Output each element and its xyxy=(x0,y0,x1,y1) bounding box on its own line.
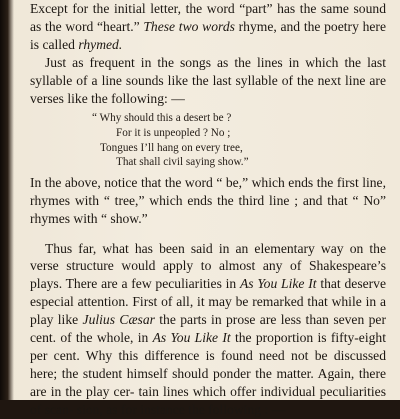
text-line: cent. of the whole, in xyxy=(30,330,153,346)
text-line: Thus far, what has been said in an elementary way xyxy=(45,240,344,256)
text-line: rhyme, and the poetry here is called xyxy=(30,18,386,52)
text-line: tain lines which offer individual peculiarities of scan- xyxy=(30,383,387,417)
page-gutter-shadow xyxy=(0,0,14,400)
text-line: third line ; and that “ No” rhymes with “ show.” xyxy=(30,192,386,226)
text-line: In the above, notice that the word “ be,” which ends xyxy=(30,174,314,190)
title-julius-caesar: Julius Cæsar xyxy=(82,312,155,328)
text-line: fifty-eight per cent. Why this difference is found need xyxy=(30,330,386,363)
text-line: the proportion is xyxy=(230,330,327,346)
verse-line: That shall civil saying show.” xyxy=(116,156,249,169)
text-line: not be discussed here; the student himself should xyxy=(30,347,386,381)
text-line: the last syllable of a line sounds like the last syllable xyxy=(30,54,386,88)
text-line: Just as frequent in the songs as the lines in which xyxy=(45,54,339,70)
text-line: of all, it may be remarked that while in a play like xyxy=(30,294,386,328)
text-line: sion, as for instance the following : — xyxy=(76,401,286,417)
paragraph-verse-intro xyxy=(30,54,386,108)
text-line: the first line, rhymes with “ tree,” which ends the xyxy=(30,174,386,208)
text-line: ponder the matter. Again, there are in the play cer- xyxy=(30,365,387,399)
quoted-verse xyxy=(30,111,386,169)
text-line: same sound as the word “heart.” xyxy=(30,1,386,34)
text-line: Except for the initial letter, the word “part” has the xyxy=(30,1,317,16)
verse-line: “ Why should this a desert be ? xyxy=(92,112,232,125)
page-text xyxy=(30,0,386,419)
text-line: of the next line are verses like the following: — xyxy=(30,72,386,106)
paragraph-rhyme-explanation xyxy=(30,0,386,54)
title-as-you-like-it: As You Like It xyxy=(240,276,317,292)
text-line: on the verse structure would apply to almost any of xyxy=(30,240,386,274)
paragraph-spacer xyxy=(30,228,386,240)
term-rhymed: rhymed. xyxy=(78,36,123,52)
paragraph-verse-structure xyxy=(30,240,386,419)
text-line: Shakespeare’s plays. There are a few peculiarities in xyxy=(30,258,386,292)
text-line: the parts in prose are less than seven per xyxy=(154,312,386,328)
text-line-italic: These two words xyxy=(143,18,235,34)
paragraph-rhyme-analysis xyxy=(30,174,386,228)
verse-line: For it is unpeopled ? No ; xyxy=(116,127,231,140)
title-as-you-like-it: As You Like It xyxy=(152,330,231,346)
text-line: that deserve especial attention. First xyxy=(30,276,386,310)
verse-line: Tongues I’ll hang on every tree, xyxy=(100,141,243,154)
